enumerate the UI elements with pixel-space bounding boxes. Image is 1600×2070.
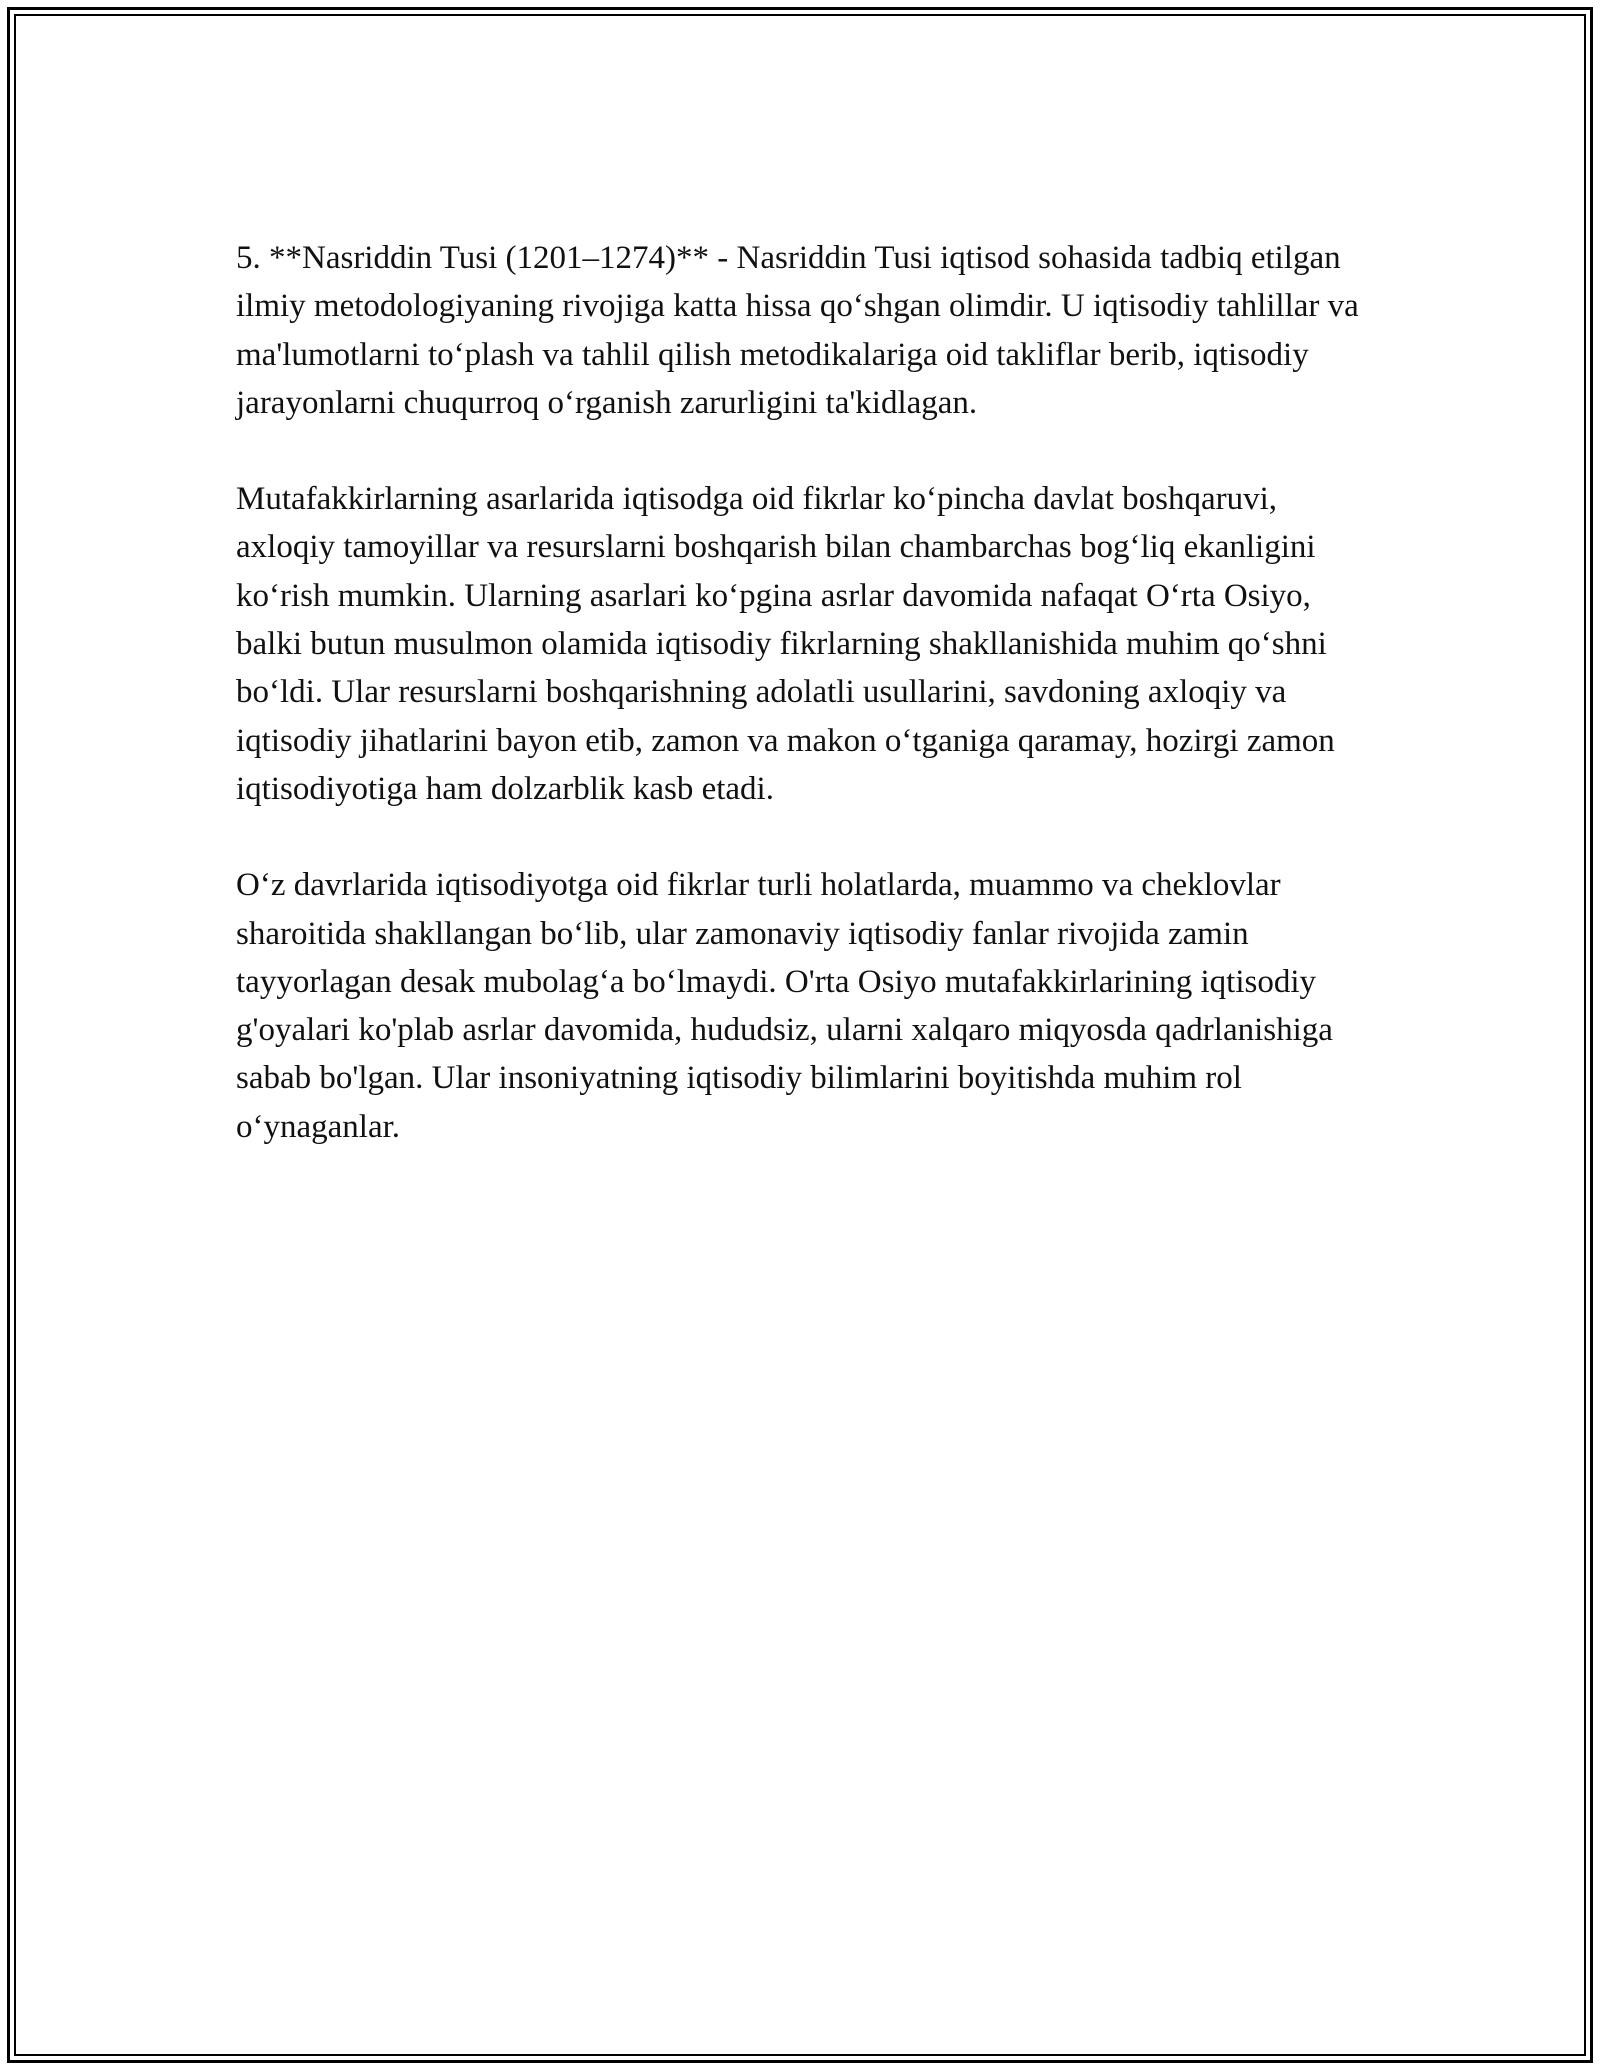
paragraph-economic-ideas: Oʻz davrlarida iqtisodiyotga oid fikrlar turli holatlarda, muammo va cheklovlar sharoitida shakllangan boʻlib, ular zamonaviy iqtisodiy fanlar rivojida zamin tayyorlagan desak mubolagʻa boʻlmaydi. O'rta Osiyo mutafakkirlarining iqtisodiy g'oyalari ko'plab asrlar davomida, hududsiz, ularni xalqaro miqyosda qadrlanishiga sabab bo'lgan. Ular insoniyatning iqtisodiy bilimlarini boyitishda muhim rol oʻynaganlar. [236, 867, 1333, 1145]
paragraph-thinkers-works: Mutafakkirlarning asarlarida iqtisodga oid fikrlar koʻpincha davlat boshqaruvi, axloqiy tamoyillar va resurslarni boshqarish bilan chambarchas bogʻliq ekanligini koʻrish mumkin. Ularning asarlari koʻpgina asrlar davomida nafaqat Oʻrta Osiyo, balki butun musulmon olamida iqtisodiy fikrlarning shakllanishida muhim qoʻshni boʻldi. Ular resurslarni boshqarishning adolatli usullarini, savdoning axloqiy va iqtisodiy jihatlarini bayon etib, zamon va makon oʻtganiga qaramay, hozirgi zamon iqtisodiyotiga ham dolzarblik kasb etadi. [236, 481, 1335, 807]
paragraph-nasriddin-tusi: 5. **Nasriddin Tusi (1201–1274)** - Nasriddin Tusi iqtisod sohasida tadbiq etilgan ilmiy metodologiyaning rivojiga katta hissa qoʻshgan olimdir. U iqtisodiy tahlillar va ma'lumotlarni toʻplash va tahlil qilish metodikalariga oid takliflar berib, iqtisodiy jarayonlarni chuqurroq oʻrganish zarurligini ta'kidlagan. [236, 240, 1359, 421]
document-body [236, 234, 1366, 1199]
